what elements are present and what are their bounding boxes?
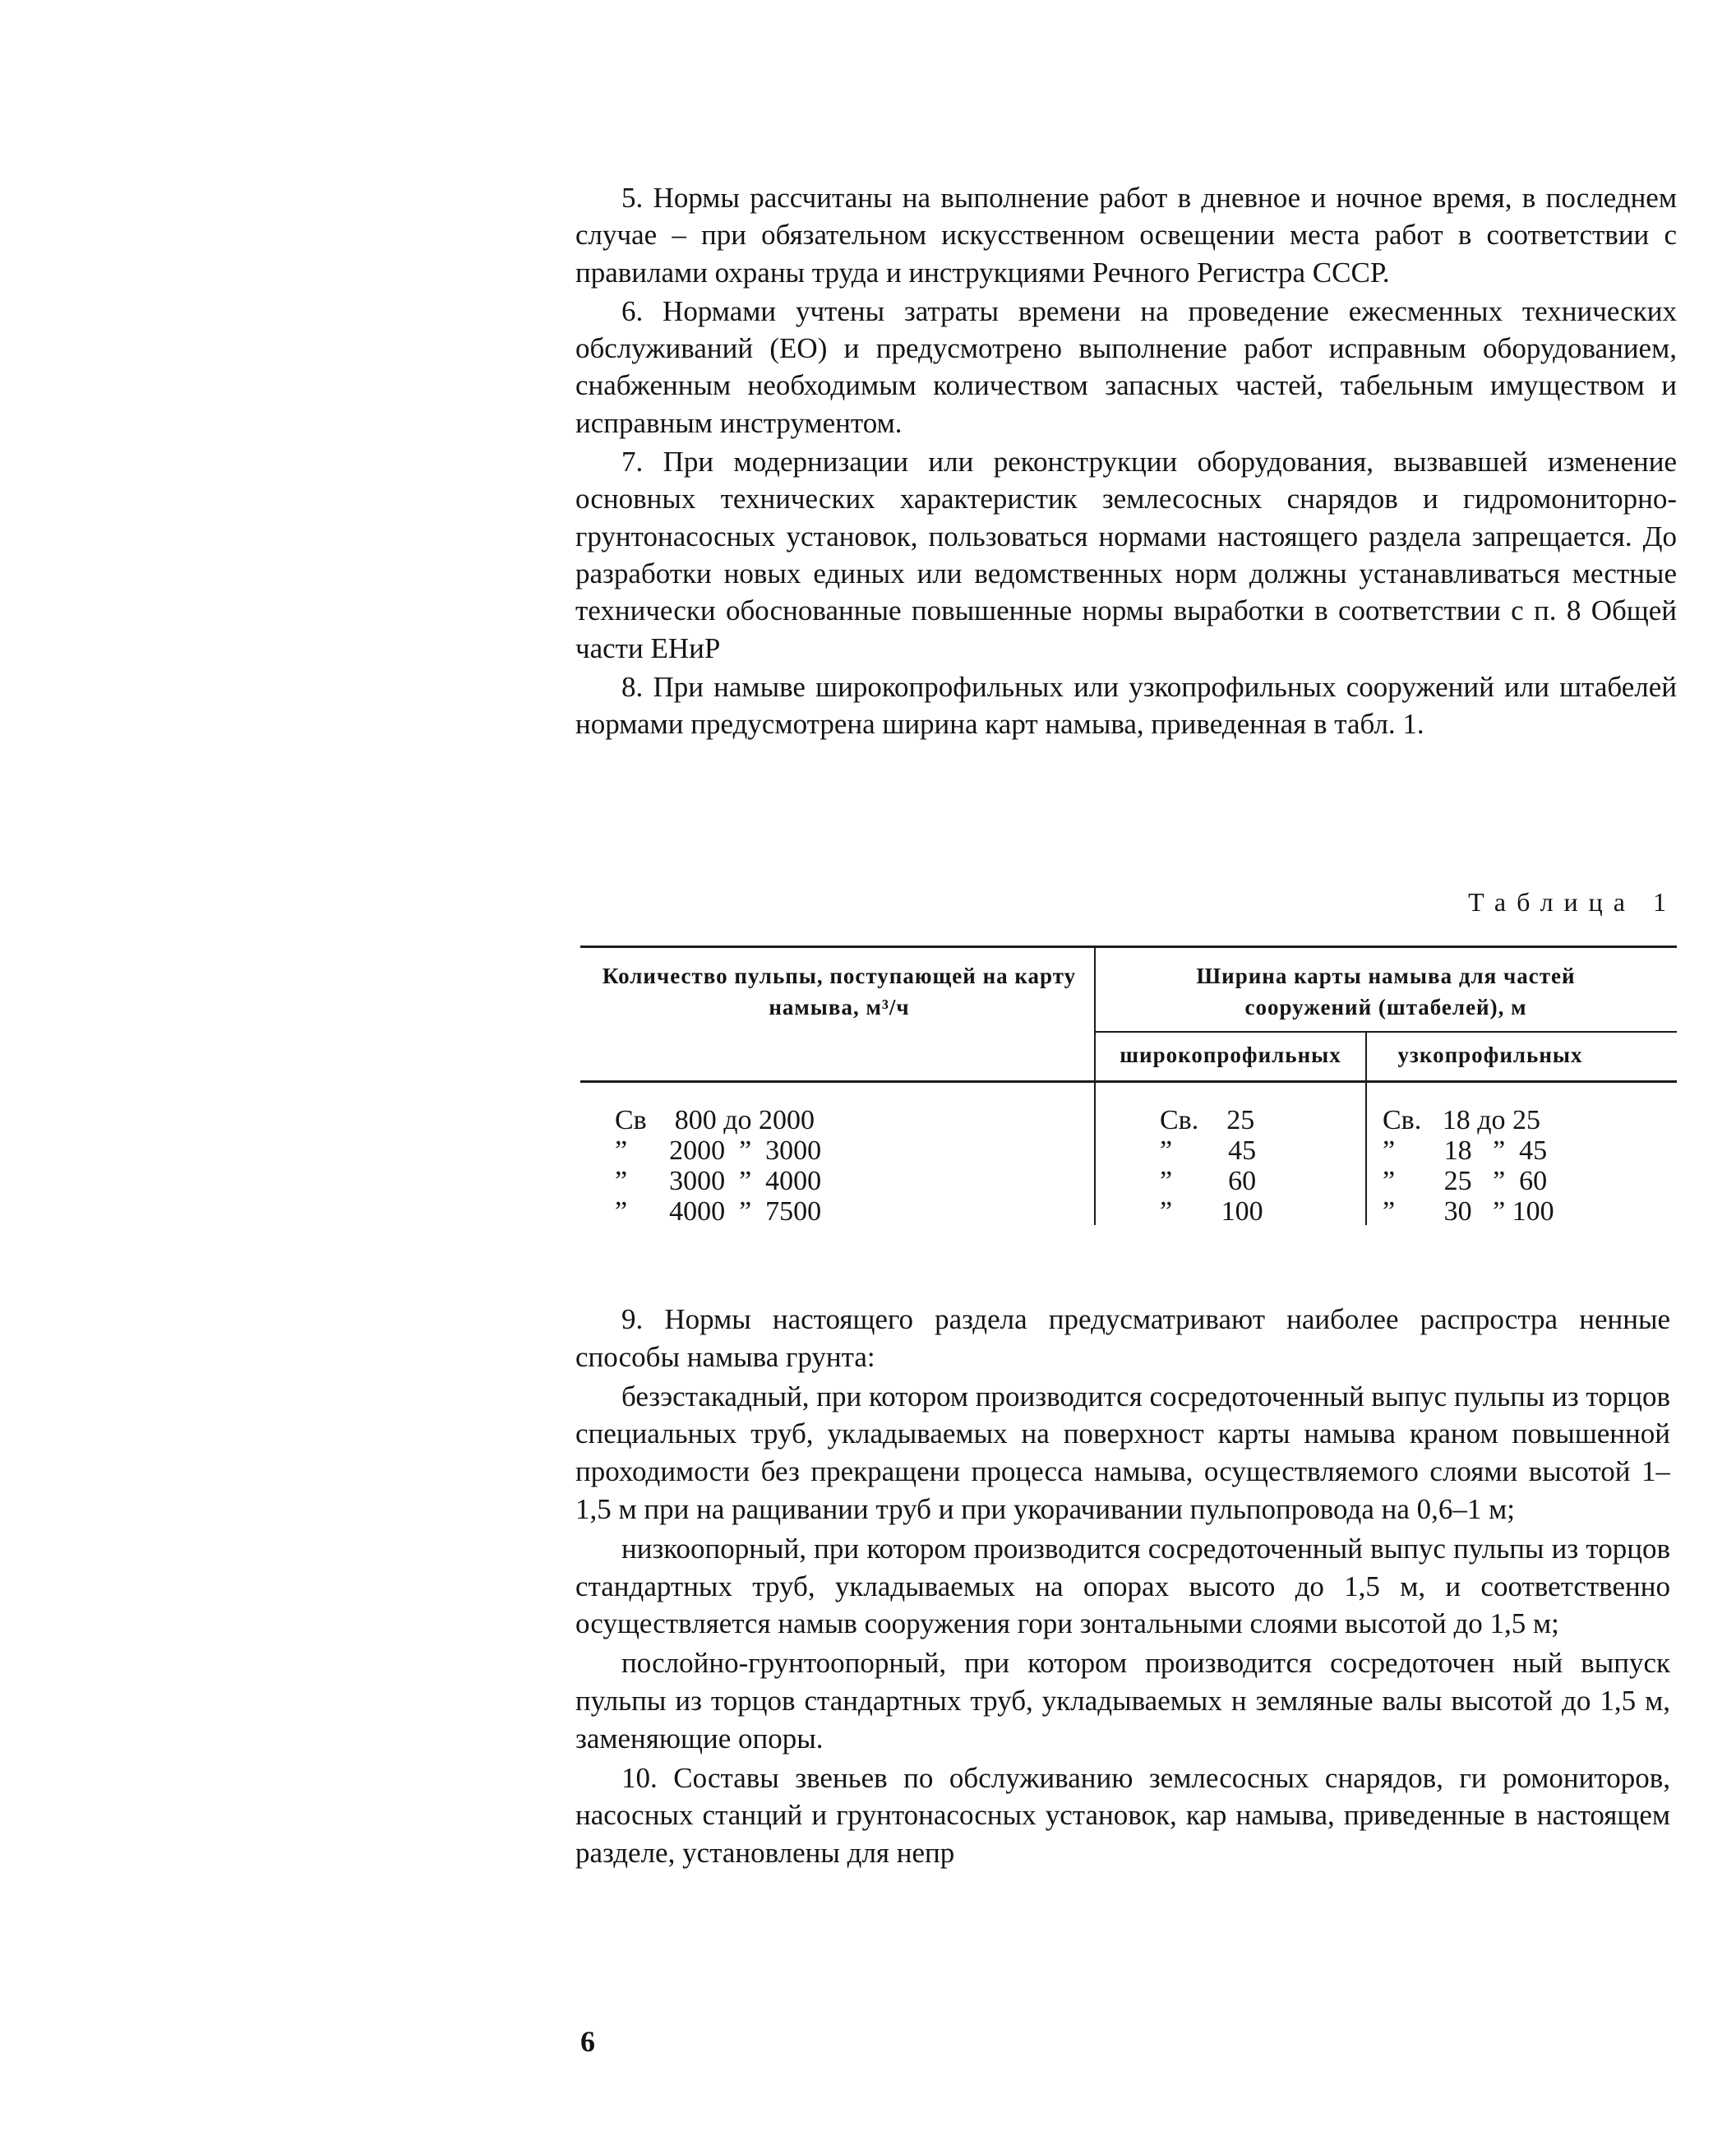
paragraph-5: 5. Нормы рассчитаны на выполнение работ в дневное и ночное время, в последнем случае – при обязательном искусственном освещении места работ в соответствии с правилами охраны труда и инструкциями Речного Регистра СССР. [575,182,1677,289]
paragraph-method-no-trestle: безэстакадный, при котором производится сосредоточенный выпус пульпы из торцов специальных труб, укладываемых на поверхност карты намыва краном повышенной проходимости без прекращени процесса намыва, осуществляемого слоями высотой 1–1,5 м при на ращивании труб и при укорачивании пульпопровода на 0,6–1 м; [575,1380,1670,1525]
paragraph-method-low-support: низкоопорный, при котором производится сосредоточенный выпус пульпы из торцов стандартных труб, укладываемых на опорах высото до 1,5 м, и соответственно осуществляется намыв сооружения гори зонтальными слоями высотой до 1,5 м; [575,1532,1670,1640]
paragraph-method-layered: послойно-грунтоопорный, при котором производится сосредоточен ный выпуск пульпы из торцов стандартных труб, укладываемых н земляные валы высотой до 1,5 м, заменяющие опоры. [575,1647,1670,1755]
table-cell-wide-2: ” 45 [1160,1135,1257,1166]
table-1 [580,946,1677,1233]
table-top-rule [580,946,1677,948]
page-number: 6 [580,2025,595,2058]
table-cell-qty-4: ” 4000 ” 7500 [615,1196,822,1227]
header-wide-profile: широкопрофильных [1120,1043,1341,1067]
header-pulp-quantity: Количество пульпы, поступающей на карту намыва, м³/ч [602,964,1077,1020]
table-cell-narrow-4: ” 30 ” 100 [1383,1196,1554,1227]
table-cell-qty-2: ” 2000 ” 3000 [615,1135,822,1166]
paragraph-10: 10. Составы звеньев по обслуживанию землесосных снарядов, ги ромониторов, насосных станций и грунтонасосных установок, кар намыва, приведенные в настоящем разделе, установлены для непр [575,1761,1670,1870]
table-cell-qty-1: Св 800 до 2000 [615,1105,815,1135]
header-map-width: Ширина карты намыва для частей сооружений (штабелей), м [1196,964,1576,1020]
table-cell-wide-1: Св. 25 [1160,1105,1255,1135]
header-narrow-profile: узкопрофильных [1397,1043,1583,1067]
table-cell-narrow-3: ” 25 ” 60 [1383,1166,1548,1196]
paragraph-9: 9. Нормы настоящего раздела предусматривают наиболее распростра ненные способы намыва грунта: [575,1303,1670,1373]
table-header-bottom-rule [580,1080,1677,1083]
paragraph-6: 6. Нормами учтены затраты времени на проведение ежесменных технических обслуживаний (ЕО) и предусмотрено выполнение работ исправным оборудованием, снабженным необходимым количеством запасных частей, табельным имуществом и исправным инструментом. [575,294,1677,439]
table-cell-wide-3: ” 60 [1160,1166,1257,1196]
bottom-text-block [575,1301,1670,1874]
table-cell-qty-3: ” 3000 ” 4000 [615,1166,822,1196]
table-col-divider [1094,946,1096,1225]
paragraph-8: 8. При намыве широкопрофильных или узкопрофильных сооружений или штабелей нормами предусмотрена ширина карт намыва, приведенная в табл. 1. [575,670,1677,741]
table-caption: Таблица 1 [1468,887,1677,917]
table-cell-wide-4: ” 100 [1160,1196,1263,1227]
table-subheader-rule [1094,1031,1677,1033]
table-cell-narrow-2: ” 18 ” 45 [1383,1135,1548,1166]
paragraph-7: 7. При модернизации или реконструкции оборудования, вызвавшей изменение основных технических характеристик землесосных снарядов и гидромониторно-грунтонасосных установок, пользоваться нормами настоящего раздела запрещается. До разработки новых единых или ведомственных норм должны устанавливаться местные технически обоснованные повышенные нормы выработки в соответствии с п. 8 Общей части ЕНиР [575,446,1677,664]
top-text-block [575,179,1677,744]
table-cell-narrow-1: Св. 18 до 25 [1383,1105,1541,1135]
